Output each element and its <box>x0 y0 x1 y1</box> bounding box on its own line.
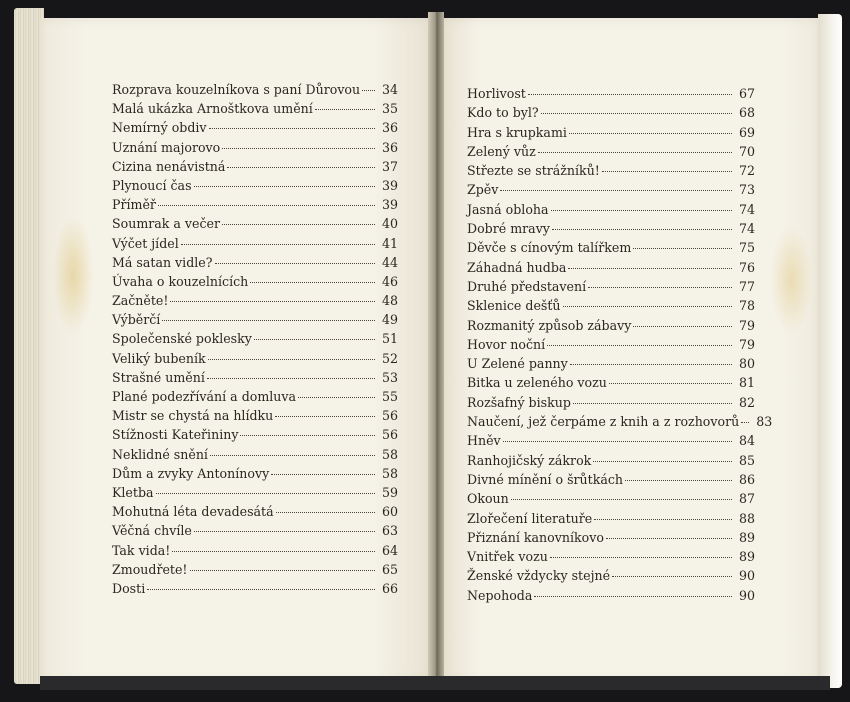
toc-entry <box>467 528 755 547</box>
toc-entry-page: 51 <box>381 331 398 347</box>
toc-entry-title: Výčet jídel <box>112 235 179 251</box>
paper-stain-right <box>770 225 812 335</box>
toc-entry-page: 81 <box>738 375 755 391</box>
toc-entry <box>112 157 398 176</box>
toc-entry-title: Vnitřek vozu <box>467 549 548 565</box>
toc-entry <box>112 272 398 291</box>
dot-leader <box>362 90 375 91</box>
toc-entry-page: 56 <box>381 408 398 424</box>
toc-entry-title: Naučení, jež čerpáme z knih a z rozhovorů <box>467 414 740 430</box>
toc-entry <box>112 406 398 425</box>
dot-leader <box>588 287 732 288</box>
toc-entry-page: 56 <box>381 427 398 443</box>
dot-leader <box>570 364 732 365</box>
dot-leader <box>215 263 376 264</box>
toc-entry <box>467 84 755 103</box>
toc-entry-page: 87 <box>738 491 755 507</box>
toc-entry-title: Veliký bubeník <box>112 350 206 366</box>
toc-entry <box>112 234 398 253</box>
dot-leader <box>500 190 732 191</box>
dot-leader <box>511 499 732 500</box>
toc-entry-page: 35 <box>381 101 398 117</box>
toc-entry <box>467 103 755 122</box>
dot-leader <box>609 383 732 384</box>
toc-entry-page: 41 <box>381 235 398 251</box>
dot-leader <box>298 397 375 398</box>
dot-leader <box>547 345 732 346</box>
toc-entry <box>112 329 398 348</box>
paper-stain-left <box>52 215 94 335</box>
toc-entry <box>112 214 398 233</box>
toc-entry-title: Nemírný obdiv <box>112 120 207 136</box>
toc-entry <box>467 393 755 412</box>
toc-entry <box>467 180 755 199</box>
toc-list-right <box>467 84 773 605</box>
toc-entry-page: 70 <box>738 143 755 159</box>
toc-entry-page: 46 <box>381 273 398 289</box>
toc-entry-title: Má satan vidle? <box>112 254 213 270</box>
toc-entry-page: 67 <box>738 86 755 101</box>
toc-entry-title: Ženské vždycky stejné <box>467 568 611 584</box>
toc-entry-page: 89 <box>738 529 755 545</box>
dot-leader <box>551 210 732 211</box>
toc-entry <box>112 387 398 406</box>
toc-entry <box>112 176 398 195</box>
dot-leader <box>210 455 375 456</box>
toc-entry-title: Plynoucí čas <box>112 177 192 193</box>
toc-entry-page: 60 <box>381 504 398 520</box>
toc-entry <box>467 277 755 296</box>
toc-entry <box>112 502 398 521</box>
dot-leader <box>625 480 732 481</box>
toc-entry-title: Zelený vůz <box>467 143 536 159</box>
toc-entry-page: 36 <box>381 120 398 136</box>
toc-entry <box>467 238 755 257</box>
book-gutter <box>428 12 444 688</box>
toc-entry <box>112 253 398 272</box>
toc-entry-title: Zmoudřete! <box>112 561 188 577</box>
toc-entry-page: 59 <box>381 484 398 500</box>
toc-entry-title: Divné mínění o šrůtkách <box>467 471 624 487</box>
dot-leader <box>612 576 732 577</box>
dot-leader <box>240 435 375 436</box>
toc-entry <box>467 200 755 219</box>
toc-entry-page: 37 <box>381 158 398 174</box>
toc-entry-title: Střezte se strážníků! <box>467 163 600 179</box>
toc-entry <box>467 316 755 335</box>
toc-entry-title: Příměř <box>112 197 156 213</box>
dot-leader <box>170 301 375 302</box>
toc-entry-page: 64 <box>381 542 398 558</box>
toc-entry <box>467 373 755 392</box>
toc-entry-title: Dobré mravy <box>467 221 550 237</box>
toc-entry-title: Mistr se chystá na hlídku <box>112 408 274 424</box>
toc-entry-page: 58 <box>381 446 398 462</box>
dot-leader <box>147 589 375 590</box>
dot-leader <box>254 339 375 340</box>
toc-entry-title: Hněv <box>467 433 501 449</box>
book-bottom-edge <box>40 676 830 690</box>
toc-entry-page: 52 <box>381 350 398 366</box>
toc-entry <box>467 161 755 180</box>
dot-leader <box>227 167 375 168</box>
toc-entry-title: Rozprava kouzelníkova s paní Důrovou <box>112 82 361 97</box>
toc-entry-page: 68 <box>738 105 755 121</box>
toc-entry-page: 90 <box>738 568 755 584</box>
dot-leader <box>162 320 375 321</box>
toc-entry <box>112 445 398 464</box>
dot-leader <box>172 551 375 552</box>
dot-leader <box>275 416 375 417</box>
toc-entry <box>467 219 755 238</box>
dot-leader <box>503 441 732 442</box>
dot-leader <box>194 186 375 187</box>
dot-leader <box>534 596 732 597</box>
toc-entry-page: 84 <box>738 433 755 449</box>
book-cover-edge <box>818 14 842 688</box>
toc-entry-page: 85 <box>738 452 755 468</box>
dot-leader <box>594 519 732 520</box>
toc-entry-page: 75 <box>738 240 755 256</box>
toc-entry <box>467 547 755 566</box>
toc-entry-title: Rozmanitý způsob zábavy <box>467 317 632 333</box>
toc-entry-title: Stížnosti Kateřininy <box>112 427 239 443</box>
dot-leader <box>573 403 732 404</box>
toc-entry <box>467 123 755 142</box>
toc-entry <box>467 586 755 605</box>
toc-entry-page: 79 <box>738 317 755 333</box>
toc-entry-title: Úvaha o kouzelnících <box>112 273 249 289</box>
toc-entry-page: 74 <box>738 201 755 217</box>
dot-leader <box>208 359 375 360</box>
toc-entry-title: Cizina nenávistná <box>112 158 226 174</box>
toc-entry <box>112 80 398 99</box>
dot-leader <box>207 378 375 379</box>
toc-entry <box>112 425 398 444</box>
dot-leader <box>250 282 375 283</box>
toc-entry <box>112 368 398 387</box>
toc-entry-title: Plané podezřívání a domluva <box>112 389 297 404</box>
toc-list-left <box>112 80 398 598</box>
toc-entry-title: Výběrčí <box>112 312 161 328</box>
toc-entry <box>112 521 398 540</box>
toc-entry-page: 69 <box>738 124 755 140</box>
dot-leader <box>602 171 732 172</box>
dot-leader <box>315 109 375 110</box>
dot-leader <box>222 224 375 225</box>
dot-leader <box>194 531 375 532</box>
toc-entry-page: 63 <box>381 523 398 539</box>
toc-entry-page: 48 <box>381 293 398 309</box>
dot-leader <box>541 113 732 114</box>
dot-leader <box>569 133 732 134</box>
toc-entry-page: 66 <box>381 580 398 596</box>
dot-leader <box>158 205 375 206</box>
dot-leader <box>181 244 375 245</box>
toc-entry-page: 90 <box>738 587 755 603</box>
toc-entry-title: Neklidné snění <box>112 446 208 462</box>
toc-entry-page: 78 <box>738 298 755 314</box>
dot-leader <box>271 474 375 475</box>
toc-entry <box>467 431 755 450</box>
toc-entry-page: 40 <box>381 216 398 232</box>
toc-entry-title: Horlivost <box>467 86 526 101</box>
toc-entry-title: Děvče s cínovým talířkem <box>467 240 632 256</box>
toc-entry <box>112 195 398 214</box>
toc-entry-page: 65 <box>381 561 398 577</box>
toc-entry-page: 79 <box>738 336 755 352</box>
toc-entry-title: Kdo to byl? <box>467 105 539 121</box>
toc-entry-page: 39 <box>381 177 398 193</box>
dot-leader <box>606 538 732 539</box>
toc-entry-page: 44 <box>381 254 398 270</box>
dot-leader <box>222 148 375 149</box>
dot-leader <box>538 152 732 153</box>
toc-entry <box>467 354 755 373</box>
toc-entry-title: Dům a zvyky Antonínovy <box>112 465 270 481</box>
toc-entry <box>112 118 398 137</box>
toc-entry-title: Hovor noční <box>467 336 546 352</box>
toc-entry-title: Soumrak a večer <box>112 216 221 232</box>
toc-entry-page: 73 <box>738 182 755 198</box>
toc-entry-page: 77 <box>738 278 755 294</box>
toc-entry-title: Rozšafný biskup <box>467 394 571 410</box>
dot-leader <box>528 94 732 95</box>
toc-entry-page: 89 <box>738 549 755 565</box>
dot-leader <box>190 570 376 571</box>
toc-entry-page: 76 <box>738 259 755 275</box>
toc-entry <box>467 142 755 161</box>
toc-entry-page: 82 <box>738 394 755 410</box>
toc-entry <box>112 560 398 579</box>
toc-entry <box>112 541 398 560</box>
toc-entry-page: 49 <box>381 312 398 328</box>
toc-entry <box>112 291 398 310</box>
toc-entry-title: Zlořečení literatuře <box>467 510 593 526</box>
toc-entry-page: 88 <box>738 510 755 526</box>
toc-entry-title: Jasná obloha <box>467 201 549 217</box>
toc-entry <box>467 566 755 585</box>
dot-leader <box>633 326 732 327</box>
toc-entry-title: Hra s krupkami <box>467 124 567 140</box>
toc-entry-title: Bitka u zeleného vozu <box>467 375 607 391</box>
toc-entry-page: 83 <box>756 414 773 430</box>
toc-entry-title: Nepohoda <box>467 587 533 603</box>
toc-entry-page: 53 <box>381 369 398 385</box>
toc-entry <box>467 258 755 277</box>
toc-entry <box>467 509 755 528</box>
toc-entry <box>467 296 755 315</box>
toc-entry <box>112 579 398 598</box>
dot-leader <box>550 557 732 558</box>
toc-entry-page: 58 <box>381 465 398 481</box>
toc-entry-page: 86 <box>738 471 755 487</box>
toc-entry-title: Druhé představení <box>467 278 587 294</box>
toc-entry-title: Okoun <box>467 491 509 507</box>
dot-leader <box>156 493 375 494</box>
toc-entry-title: Malá ukázka Arnoštkova umění <box>112 101 313 117</box>
toc-entry <box>467 470 755 489</box>
toc-entry-title: Věčná chvíle <box>112 523 192 539</box>
toc-entry-title: Záhadná hudba <box>467 259 567 275</box>
dot-leader <box>563 306 732 307</box>
toc-entry-title: Společenské poklesky <box>112 331 252 347</box>
toc-entry-title: Mohutná léta devadesátá <box>112 504 274 520</box>
toc-entry <box>112 138 398 157</box>
dot-leader <box>741 422 749 423</box>
toc-entry-page: 74 <box>738 221 755 237</box>
dot-leader <box>552 229 732 230</box>
toc-entry-title: Ranhojičský zákrok <box>467 452 592 468</box>
toc-entry-title: Přiznání kanovníkovo <box>467 529 604 545</box>
dot-leader <box>209 128 375 129</box>
toc-entry-page: 72 <box>738 163 755 179</box>
toc-entry <box>467 451 755 470</box>
toc-entry-page: 55 <box>381 389 398 404</box>
toc-entry-page: 39 <box>381 197 398 213</box>
toc-entry-title: Kletba <box>112 484 154 500</box>
dot-leader <box>633 248 732 249</box>
toc-entry-page: 80 <box>738 356 755 372</box>
toc-entry-title: Tak vida! <box>112 542 171 558</box>
toc-entry <box>112 99 398 118</box>
toc-entry <box>467 412 773 431</box>
toc-entry-title: Zpěv <box>467 182 499 198</box>
toc-entry-title: Začněte! <box>112 293 169 309</box>
toc-entry-page: 34 <box>381 82 398 97</box>
toc-entry-title: Sklenice dešťů <box>467 298 561 314</box>
dot-leader <box>276 512 375 513</box>
dot-leader <box>593 461 732 462</box>
toc-entry <box>112 310 398 329</box>
toc-entry-page: 36 <box>381 139 398 155</box>
toc-entry-title: Uznání majorovo <box>112 139 221 155</box>
toc-entry <box>467 489 755 508</box>
toc-entry-title: Strašné umění <box>112 369 205 385</box>
dot-leader <box>568 268 732 269</box>
toc-entry <box>112 349 398 368</box>
toc-entry <box>112 464 398 483</box>
toc-entry <box>112 483 398 502</box>
toc-entry <box>467 335 755 354</box>
toc-entry-title: Dosti <box>112 580 146 596</box>
toc-entry-title: U Zelené panny <box>467 356 568 372</box>
